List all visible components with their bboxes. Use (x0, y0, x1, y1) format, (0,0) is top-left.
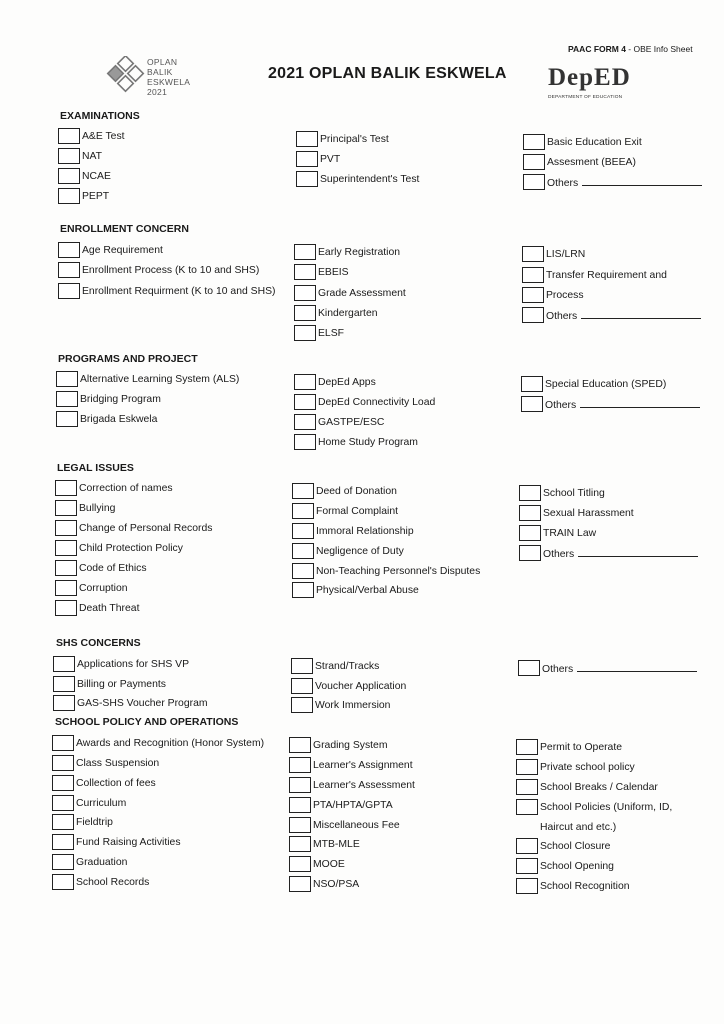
checkbox[interactable] (296, 131, 318, 147)
checkbox-label: Correction of names (79, 483, 173, 494)
checkbox-label: School Breaks / Calendar (540, 782, 658, 793)
checkbox[interactable] (53, 676, 75, 692)
others-label: Others (542, 664, 574, 675)
checkbox-label: School Records (76, 877, 150, 888)
checkbox-label: School Closure (540, 841, 611, 852)
checkbox-label: DepEd Connectivity Load (318, 397, 436, 408)
logo-line: 2021 (147, 87, 168, 97)
checkbox[interactable] (52, 814, 74, 830)
form-code (568, 44, 693, 54)
page-title: 2021 OPLAN BALIK ESKWELA (268, 65, 507, 82)
checkbox-label: A&E Test (82, 131, 125, 142)
checkbox-label: Negligence of Duty (316, 546, 404, 557)
oplan-logo-text (147, 57, 190, 97)
others-blank-line[interactable] (577, 661, 697, 672)
checkbox[interactable] (516, 739, 538, 755)
checkbox[interactable] (289, 757, 311, 773)
checkbox[interactable] (523, 174, 545, 190)
checkbox-label: School Opening (540, 861, 614, 872)
checkbox-label: Change of Personal Records (79, 523, 213, 534)
checkbox-label: Assesment (BEEA) (547, 157, 636, 168)
checkbox[interactable] (523, 154, 545, 170)
checkbox[interactable] (56, 391, 78, 407)
checkbox-label: Principal's Test (320, 134, 389, 145)
checkbox-label: Billing or Payments (77, 679, 166, 690)
checkbox[interactable] (292, 503, 314, 519)
checkbox[interactable] (289, 817, 311, 833)
checkbox[interactable] (52, 874, 74, 890)
checkbox[interactable] (516, 858, 538, 874)
checkbox-label: Applications for SHS VP (77, 659, 190, 670)
checkbox[interactable] (294, 305, 316, 321)
logo-line: BALIK (147, 67, 173, 77)
checkbox[interactable] (55, 600, 77, 616)
checkbox-label: Deed of Donation (316, 486, 397, 497)
checkbox-label: Age Requirement (82, 245, 163, 256)
form-code-label: PAAC FORM 4 (568, 44, 626, 54)
checkbox-label: Non-Teaching Personnel's Disputes (316, 566, 481, 577)
checkbox-label: School Titling (543, 488, 605, 499)
checkbox[interactable] (522, 267, 544, 283)
checkbox[interactable] (519, 525, 541, 541)
checkbox-label: GASTPE/ESC (318, 417, 385, 428)
checkbox-label: Learner's Assessment (313, 780, 415, 791)
checkbox[interactable] (294, 325, 316, 341)
checkbox-label-continuation: Haircut and etc.) (540, 822, 617, 833)
checkbox[interactable] (55, 580, 77, 596)
checkbox[interactable] (56, 411, 78, 427)
checkbox-label: Basic Education Exit (547, 137, 642, 148)
checkbox[interactable] (292, 483, 314, 499)
checkbox[interactable] (291, 697, 313, 713)
checkbox[interactable] (55, 500, 77, 516)
checkbox-label: School Recognition (540, 881, 630, 892)
logo-line: OPLAN (147, 57, 178, 67)
checkbox-label: Alternative Learning System (ALS) (80, 374, 240, 385)
checkbox[interactable] (522, 307, 544, 323)
checkbox[interactable] (58, 188, 80, 204)
checkbox-label: Bullying (79, 503, 116, 514)
section-title-shs: SHS CONCERNS (56, 637, 141, 649)
others-blank-line[interactable] (582, 175, 702, 186)
checkbox[interactable] (294, 434, 316, 450)
checkbox[interactable] (292, 543, 314, 559)
checkbox-label: Transfer Requirement and (546, 270, 667, 281)
checkbox-label: Code of Ethics (79, 563, 147, 574)
checkbox[interactable] (294, 264, 316, 280)
checkbox-label (543, 546, 698, 563)
section-title-programs: PROGRAMS AND PROJECT (58, 353, 198, 365)
checkbox[interactable] (294, 285, 316, 301)
checkbox-label: Special Education (SPED) (545, 379, 667, 390)
checkbox[interactable] (289, 836, 311, 852)
checkbox-label: Process (546, 290, 584, 301)
form-code-suffix: - OBE Info Sheet (625, 44, 693, 54)
checkbox[interactable] (516, 779, 538, 795)
deped-logo (548, 62, 640, 104)
checkbox[interactable] (523, 134, 545, 150)
checkbox-label: Grading System (313, 740, 388, 751)
checkbox[interactable] (55, 520, 77, 536)
checkbox-label: Fieldtrip (76, 817, 113, 828)
checkbox-label: Class Suspension (76, 758, 160, 769)
checkbox-label: Formal Complaint (316, 506, 398, 517)
checkbox[interactable] (52, 834, 74, 850)
checkbox[interactable] (55, 540, 77, 556)
checkbox[interactable] (58, 262, 80, 278)
checkbox-label: PVT (320, 154, 341, 165)
checkbox[interactable] (52, 755, 74, 771)
checkbox-label: Home Study Program (318, 437, 418, 448)
checkbox-label (547, 175, 702, 192)
others-label: Others (546, 311, 578, 322)
checkbox[interactable] (522, 246, 544, 262)
checkbox[interactable] (296, 151, 318, 167)
checkbox[interactable] (52, 854, 74, 870)
checkbox[interactable] (294, 394, 316, 410)
checkbox-label: NCAE (82, 171, 111, 182)
checkbox-label: Awards and Recognition (Honor System) (76, 738, 265, 749)
checkbox[interactable] (294, 414, 316, 430)
checkbox-label (545, 397, 700, 414)
checkbox[interactable] (521, 376, 543, 392)
checkbox-label: Curriculum (76, 798, 127, 809)
checkbox[interactable] (56, 371, 78, 387)
checkbox[interactable] (58, 242, 80, 258)
checkbox-label: Collection of fees (76, 778, 156, 789)
checkbox[interactable] (289, 797, 311, 813)
checkbox-label: MTB-MLE (313, 839, 360, 850)
checkbox[interactable] (58, 168, 80, 184)
checkbox-label: Kindergarten (318, 308, 378, 319)
checkbox-label: School Policies (Uniform, ID, (540, 802, 673, 813)
checkbox-label: Miscellaneous Fee (313, 820, 400, 831)
checkbox-label: Private school policy (540, 762, 635, 773)
checkbox-label: Brigada Eskwela (80, 414, 158, 425)
checkbox-label: Graduation (76, 857, 128, 868)
checkbox[interactable] (53, 695, 75, 711)
checkbox-label: Death Threat (79, 603, 140, 614)
checkbox-label (546, 308, 701, 325)
checkbox-label (542, 661, 697, 678)
checkbox[interactable] (289, 856, 311, 872)
checkbox-label: Corruption (79, 583, 128, 594)
deped-logo-word: DepED (548, 64, 631, 91)
checkbox-label: EBEIS (318, 267, 349, 278)
checkbox[interactable] (516, 799, 538, 815)
checkbox-label: NSO/PSA (313, 879, 360, 890)
checkbox-label: Early Registration (318, 247, 401, 258)
deped-logo-subtitle: DEPARTMENT OF EDUCATION (548, 95, 623, 100)
checkbox-label: Superintendent's Test (320, 174, 420, 185)
checkbox-label: Voucher Application (315, 681, 407, 692)
others-blank-line[interactable] (578, 546, 698, 557)
checkbox[interactable] (292, 582, 314, 598)
checkbox-label: Physical/Verbal Abuse (316, 585, 419, 596)
logo-line: ESKWELA (147, 77, 191, 87)
checkbox-label: Immoral Relationship (316, 526, 414, 537)
checkbox-label: GAS-SHS Voucher Program (77, 698, 208, 709)
others-blank-line[interactable] (580, 397, 700, 408)
checkbox-label: Sexual Harassment (543, 508, 634, 519)
checkbox-label: LIS/LRN (546, 249, 586, 260)
others-blank-line[interactable] (581, 308, 701, 319)
checkbox-label: Permit to Operate (540, 742, 623, 753)
checkbox-label: Grade Assessment (318, 288, 406, 299)
checkbox-label: Enrollment Requirment (K to 10 and SHS) (82, 286, 276, 297)
checkbox[interactable] (291, 678, 313, 694)
checkbox-label: PEPT (82, 191, 110, 202)
checkbox-label: Learner's Assignment (313, 760, 413, 771)
checkbox[interactable] (294, 244, 316, 260)
section-title-legal: LEGAL ISSUES (57, 462, 134, 474)
section-title-examinations: EXAMINATIONS (60, 110, 140, 122)
checkbox[interactable] (294, 374, 316, 390)
checkbox[interactable] (521, 396, 543, 412)
checkbox[interactable] (58, 148, 80, 164)
checkbox[interactable] (289, 876, 311, 892)
checkbox-label: Strand/Tracks (315, 661, 380, 672)
checkbox[interactable] (522, 287, 544, 303)
checkbox-label: MOOE (313, 859, 345, 870)
checkbox[interactable] (292, 563, 314, 579)
checkbox[interactable] (516, 838, 538, 854)
checkbox[interactable] (53, 656, 75, 672)
checkbox[interactable] (519, 485, 541, 501)
checkbox[interactable] (519, 505, 541, 521)
checkbox[interactable] (52, 775, 74, 791)
checkbox[interactable] (58, 283, 80, 299)
checkbox[interactable] (55, 560, 77, 576)
checkbox-label: TRAIN Law (543, 528, 597, 539)
checkbox[interactable] (292, 523, 314, 539)
checkbox[interactable] (291, 658, 313, 674)
others-label: Others (545, 400, 577, 411)
others-label: Others (547, 178, 579, 189)
checkbox[interactable] (52, 735, 74, 751)
checkbox-label: NAT (82, 151, 103, 162)
checkbox-label: Work Immersion (315, 700, 391, 711)
checkbox[interactable] (516, 759, 538, 775)
checkbox-label: Enrollment Process (K to 10 and SHS) (82, 265, 260, 276)
checkbox[interactable] (58, 128, 80, 144)
checkbox-label: ELSF (318, 328, 344, 339)
checkbox[interactable] (289, 737, 311, 753)
checkbox-label: PTA/HPTA/GPTA (313, 800, 393, 811)
checkbox[interactable] (519, 545, 541, 561)
section-title-policy: SCHOOL POLICY AND OPERATIONS (55, 716, 239, 728)
checkbox-label: Fund Raising Activities (76, 837, 181, 848)
oplan-logo-icon (104, 56, 150, 98)
checkbox[interactable] (516, 878, 538, 894)
section-title-enrollment: ENROLLMENT CONCERN (60, 223, 189, 235)
checkbox[interactable] (289, 777, 311, 793)
checkbox-label: Bridging Program (80, 394, 161, 405)
checkbox-label: Child Protection Policy (79, 543, 183, 554)
checkbox[interactable] (55, 480, 77, 496)
checkbox[interactable] (518, 660, 540, 676)
checkbox[interactable] (296, 171, 318, 187)
others-label: Others (543, 549, 575, 560)
checkbox-label: DepEd Apps (318, 377, 376, 388)
checkbox[interactable] (52, 795, 74, 811)
